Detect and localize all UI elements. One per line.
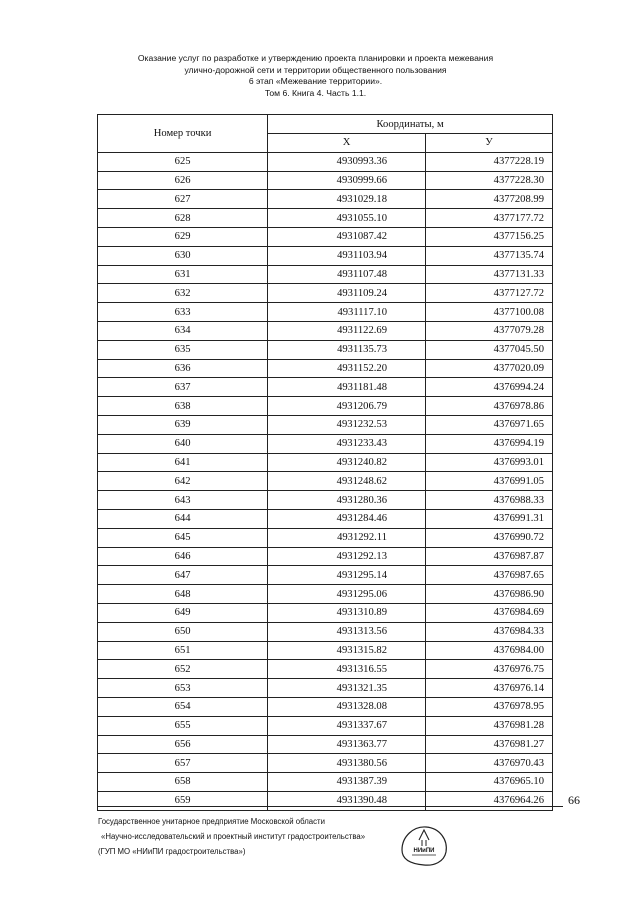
y-coordinate-cell: 4376987.87 (426, 547, 553, 566)
table-row (98, 641, 553, 660)
x-coordinate-cell: 4931248.62 (268, 472, 426, 491)
column-header-y: У (426, 134, 553, 153)
institute-logo-icon (396, 820, 452, 868)
point-number-cell: 640 (98, 434, 268, 453)
x-coordinate-cell: 4931117.10 (268, 303, 426, 322)
point-number-cell: 633 (98, 303, 268, 322)
x-coordinate-cell: 4931380.56 (268, 754, 426, 773)
point-number-cell: 659 (98, 791, 268, 810)
footer-divider (97, 806, 563, 807)
y-coordinate-cell: 4376994.24 (426, 378, 553, 397)
table-row (98, 679, 553, 698)
y-coordinate-cell: 4377228.19 (426, 152, 553, 171)
table-row (98, 284, 553, 303)
point-number-cell: 641 (98, 453, 268, 472)
point-number-cell: 636 (98, 359, 268, 378)
x-coordinate-cell: 4931103.94 (268, 246, 426, 265)
y-coordinate-cell: 4376994.19 (426, 434, 553, 453)
point-number-cell: 649 (98, 603, 268, 622)
point-number-cell: 645 (98, 528, 268, 547)
header-line-2: улично-дорожной сети и территории общественного пользования (184, 64, 447, 75)
table-row (98, 773, 553, 792)
logo-text: НИиПИ (413, 848, 435, 854)
point-number-cell: 647 (98, 566, 268, 585)
table-row (98, 566, 553, 585)
point-number-cell: 643 (98, 491, 268, 510)
table-row (98, 660, 553, 679)
footer-line-1: Государственное унитарное предприятие Московской области (98, 817, 325, 826)
x-coordinate-cell: 4931328.08 (268, 697, 426, 716)
point-number-cell: 634 (98, 321, 268, 340)
y-coordinate-cell: 4377177.72 (426, 209, 553, 228)
x-coordinate-cell: 4931310.89 (268, 603, 426, 622)
point-number-cell: 635 (98, 340, 268, 359)
x-coordinate-cell: 4931206.79 (268, 397, 426, 416)
y-coordinate-cell: 4377156.25 (426, 227, 553, 246)
x-coordinate-cell: 4930999.66 (268, 171, 426, 190)
table-row (98, 359, 553, 378)
y-coordinate-cell: 4376991.31 (426, 509, 553, 528)
y-coordinate-cell: 4376971.65 (426, 415, 553, 434)
x-coordinate-cell: 4931107.48 (268, 265, 426, 284)
table-row (98, 735, 553, 754)
point-number-cell: 629 (98, 227, 268, 246)
x-coordinate-cell: 4931292.13 (268, 547, 426, 566)
point-number-cell: 648 (98, 585, 268, 604)
x-coordinate-cell: 4931337.67 (268, 716, 426, 735)
x-coordinate-cell: 4931390.48 (268, 791, 426, 810)
table-row (98, 509, 553, 528)
table-row (98, 303, 553, 322)
point-number-cell: 639 (98, 415, 268, 434)
y-coordinate-cell: 4377208.99 (426, 190, 553, 209)
y-coordinate-cell: 4376984.33 (426, 622, 553, 641)
table-row (98, 754, 553, 773)
table-row (98, 528, 553, 547)
x-coordinate-cell: 4931240.82 (268, 453, 426, 472)
y-coordinate-cell: 4376984.69 (426, 603, 553, 622)
point-number-cell: 655 (98, 716, 268, 735)
y-coordinate-cell: 4376978.86 (426, 397, 553, 416)
table-row (98, 340, 553, 359)
y-coordinate-cell: 4376978.95 (426, 697, 553, 716)
point-number-cell: 637 (98, 378, 268, 397)
point-number-cell: 628 (98, 209, 268, 228)
x-coordinate-cell: 4931295.14 (268, 566, 426, 585)
table-row (98, 397, 553, 416)
x-coordinate-cell: 4931029.18 (268, 190, 426, 209)
x-coordinate-cell: 4931122.69 (268, 321, 426, 340)
footer-line-3: (ГУП МО «НИиПИ градостроительства») (98, 847, 246, 856)
point-number-cell: 651 (98, 641, 268, 660)
table-row (98, 321, 553, 340)
y-coordinate-cell: 4377020.09 (426, 359, 553, 378)
x-coordinate-cell: 4930993.36 (268, 152, 426, 171)
point-number-cell: 644 (98, 509, 268, 528)
header-line-4: Том 6. Книга 4. Часть 1.1. (264, 87, 367, 98)
table-row (98, 246, 553, 265)
table-row (98, 716, 553, 735)
y-coordinate-cell: 4377131.33 (426, 265, 553, 284)
point-number-cell: 626 (98, 171, 268, 190)
y-coordinate-cell: 4376976.75 (426, 660, 553, 679)
y-coordinate-cell: 4376986.90 (426, 585, 553, 604)
y-coordinate-cell: 4376981.28 (426, 716, 553, 735)
x-coordinate-cell: 4931292.11 (268, 528, 426, 547)
point-number-cell: 650 (98, 622, 268, 641)
x-coordinate-cell: 4931284.46 (268, 509, 426, 528)
page-number: 66 (568, 793, 580, 807)
point-number-cell: 638 (98, 397, 268, 416)
table-row (98, 603, 553, 622)
x-coordinate-cell: 4931313.56 (268, 622, 426, 641)
x-coordinate-cell: 4931135.73 (268, 340, 426, 359)
y-coordinate-cell: 4377228.30 (426, 171, 553, 190)
table-row (98, 227, 553, 246)
table-row (98, 152, 553, 171)
x-coordinate-cell: 4931055.10 (268, 209, 426, 228)
x-coordinate-cell: 4931087.42 (268, 227, 426, 246)
point-number-cell: 627 (98, 190, 268, 209)
table-row (98, 378, 553, 397)
point-number-cell: 652 (98, 660, 268, 679)
table-row (98, 209, 553, 228)
point-number-cell: 625 (98, 152, 268, 171)
y-coordinate-cell: 4376987.65 (426, 566, 553, 585)
point-number-cell: 631 (98, 265, 268, 284)
table-row (98, 622, 553, 641)
table-row (98, 415, 553, 434)
y-coordinate-cell: 4376988.33 (426, 491, 553, 510)
y-coordinate-cell: 4377045.50 (426, 340, 553, 359)
x-coordinate-cell: 4931315.82 (268, 641, 426, 660)
table-row (98, 791, 553, 810)
y-coordinate-cell: 4376981.27 (426, 735, 553, 754)
x-coordinate-cell: 4931321.35 (268, 679, 426, 698)
table-row (98, 453, 553, 472)
point-number-cell: 658 (98, 773, 268, 792)
y-coordinate-cell: 4377100.08 (426, 303, 553, 322)
table-row (98, 171, 553, 190)
x-coordinate-cell: 4931232.53 (268, 415, 426, 434)
column-header-point: Номер точки (98, 115, 268, 153)
y-coordinate-cell: 4377079.28 (426, 321, 553, 340)
x-coordinate-cell: 4931152.20 (268, 359, 426, 378)
y-coordinate-cell: 4376984.00 (426, 641, 553, 660)
point-number-cell: 646 (98, 547, 268, 566)
point-number-cell: 642 (98, 472, 268, 491)
x-coordinate-cell: 4931363.77 (268, 735, 426, 754)
table-row (98, 434, 553, 453)
y-coordinate-cell: 4376990.72 (426, 528, 553, 547)
x-coordinate-cell: 4931280.36 (268, 491, 426, 510)
point-number-cell: 653 (98, 679, 268, 698)
header-line-1: Оказание услуг по разработке и утверждению проекта планировки и проекта межевания (137, 53, 494, 63)
point-number-cell: 656 (98, 735, 268, 754)
column-header-x: X (268, 134, 426, 153)
x-coordinate-cell: 4931233.43 (268, 434, 426, 453)
y-coordinate-cell: 4377127.72 (426, 284, 553, 303)
y-coordinate-cell: 4376964.26 (426, 791, 553, 810)
point-number-cell: 657 (98, 754, 268, 773)
y-coordinate-cell: 4377135.74 (426, 246, 553, 265)
header-line-3: 6 этап «Межевание территории». (248, 76, 383, 87)
x-coordinate-cell: 4931295.06 (268, 585, 426, 604)
table-row (98, 265, 553, 284)
table-row (98, 472, 553, 491)
table-row (98, 190, 553, 209)
x-coordinate-cell: 4931181.48 (268, 378, 426, 397)
y-coordinate-cell: 4376965.10 (426, 773, 553, 792)
y-coordinate-cell: 4376991.05 (426, 472, 553, 491)
point-number-cell: 632 (98, 284, 268, 303)
table-row (98, 697, 553, 716)
point-number-cell: 630 (98, 246, 268, 265)
y-coordinate-cell: 4376993.01 (426, 453, 553, 472)
x-coordinate-cell: 4931109.24 (268, 284, 426, 303)
table-row (98, 585, 553, 604)
document-header (0, 53, 631, 99)
y-coordinate-cell: 4376976.14 (426, 679, 553, 698)
table-row (98, 547, 553, 566)
coordinates-table (97, 114, 553, 811)
x-coordinate-cell: 4931387.39 (268, 773, 426, 792)
column-header-coordinates: Координаты, м (268, 115, 553, 134)
footer-organization (98, 814, 365, 859)
table-body (98, 152, 553, 810)
footer-line-2: «Научно-исследовательский и проектный институт градостроительства» (101, 832, 366, 841)
point-number-cell: 654 (98, 697, 268, 716)
x-coordinate-cell: 4931316.55 (268, 660, 426, 679)
y-coordinate-cell: 4376970.43 (426, 754, 553, 773)
table-row (98, 491, 553, 510)
